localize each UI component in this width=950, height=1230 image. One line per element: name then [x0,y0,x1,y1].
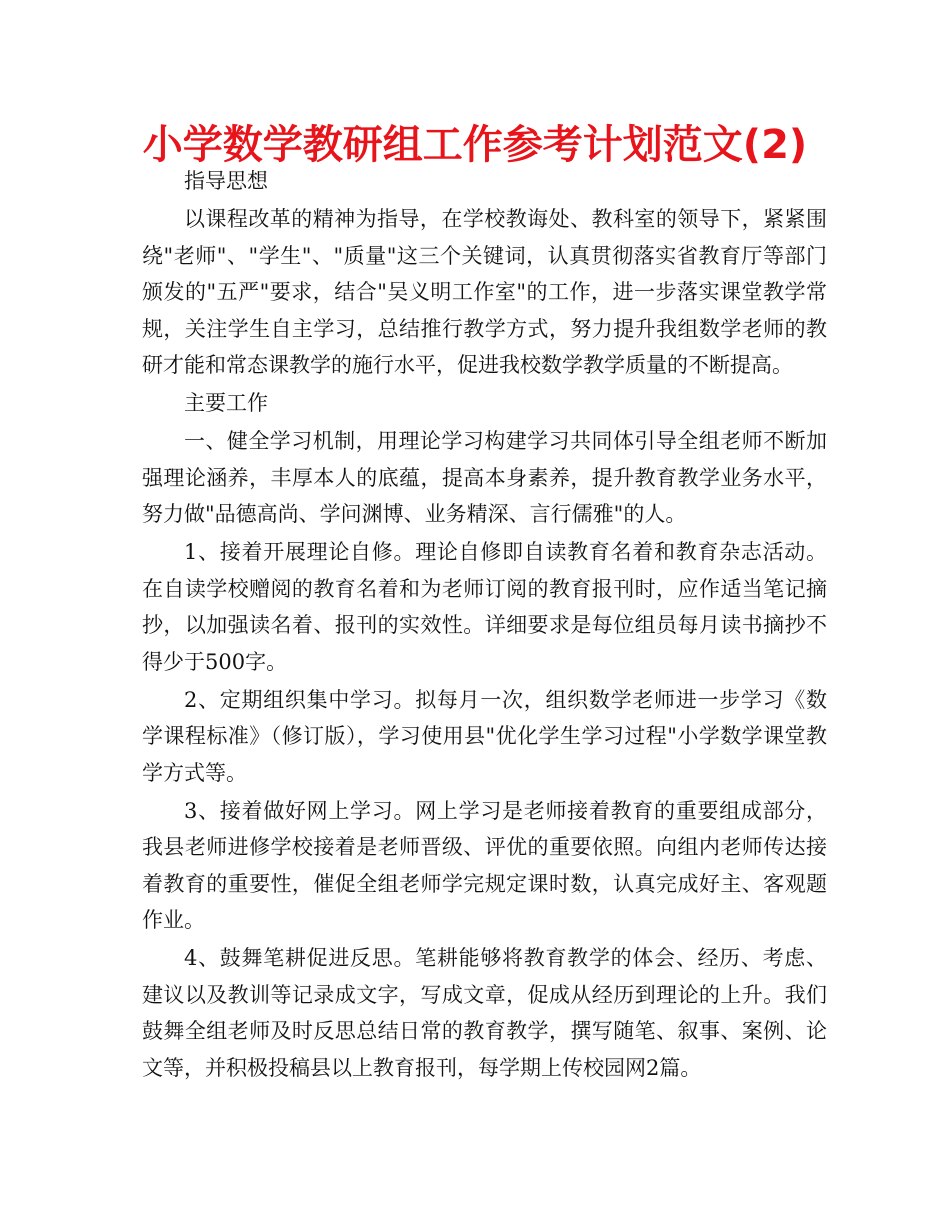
section-heading-main-work: 主要工作 [184,391,268,415]
section-heading-guiding-ideology: 指导思想 [184,169,268,193]
paragraph-item-4: 4、鼓舞笔耕促进反思。笔耕能够将教育教学的体会、经历、考虑、建议以及教训等记录成文字，写成文章，促成从经历到理论的上升。我们鼓舞全组老师及时反思总结日常的教育教学，撰写随笔、叙事、案例、论文等，并积极投稿县以上教育报刊，每学期上传校园网2篇。 [142,946,827,1080]
paragraph-item-3: 3、接着做好网上学习。网上学习是老师接着教育的重要组成部分，我县老师进修学校接着是老师晋级、评优的重要依照。向组内老师传达接着教育的重要性，催促全组老师学完规定课时数，认真完成好主、客观题作业。 [142,798,827,932]
paragraph-learning-mechanism: 一、健全学习机制，用理论学习构建学习共同体引导全组老师不断加强理论涵养，丰厚本人的底蕴，提高本身素养，提升教育教学业务水平，努力做"品德高尚、学问渊博、业务精深、言行儒雅"的人。 [142,429,827,526]
paragraph-guiding-ideology: 以课程改革的精神为指导，在学校教诲处、教科室的领导下，紧紧围绕"老师"、"学生"、"质量"这三个关键词，认真贯彻落实省教育厅等部门颁发的"五严"要求，结合"吴义明工作室"的工作，进一步落实课堂教学常规，关注学生自主学习，总结推行教学方式，努力提升我组数学老师的教研才能和常态课教学的施行水平，促进我校数学教学质量的不断提高。 [142,207,827,377]
paragraph-item-2: 2、定期组织集中学习。拟每月一次，组织数学老师进一步学习《数学课程标准》（修订版），学习使用县"优化学生学习过程"小学数学课堂教学方式等。 [142,687,827,785]
document-title: 小学数学教研组工作参考计划范文(2) [142,122,808,168]
document-body [142,163,827,1086]
paragraph-item-1: 1、接着开展理论自修。理论自修即自读教育名着和教育杂志活动。在自读学校赠阅的教育名着和为老师订阅的教育报刊时，应作适当笔记摘抄，以加强读名着、报刊的实效性。详细要求是每位组员每月读书摘抄不得少于500字。 [142,540,827,674]
